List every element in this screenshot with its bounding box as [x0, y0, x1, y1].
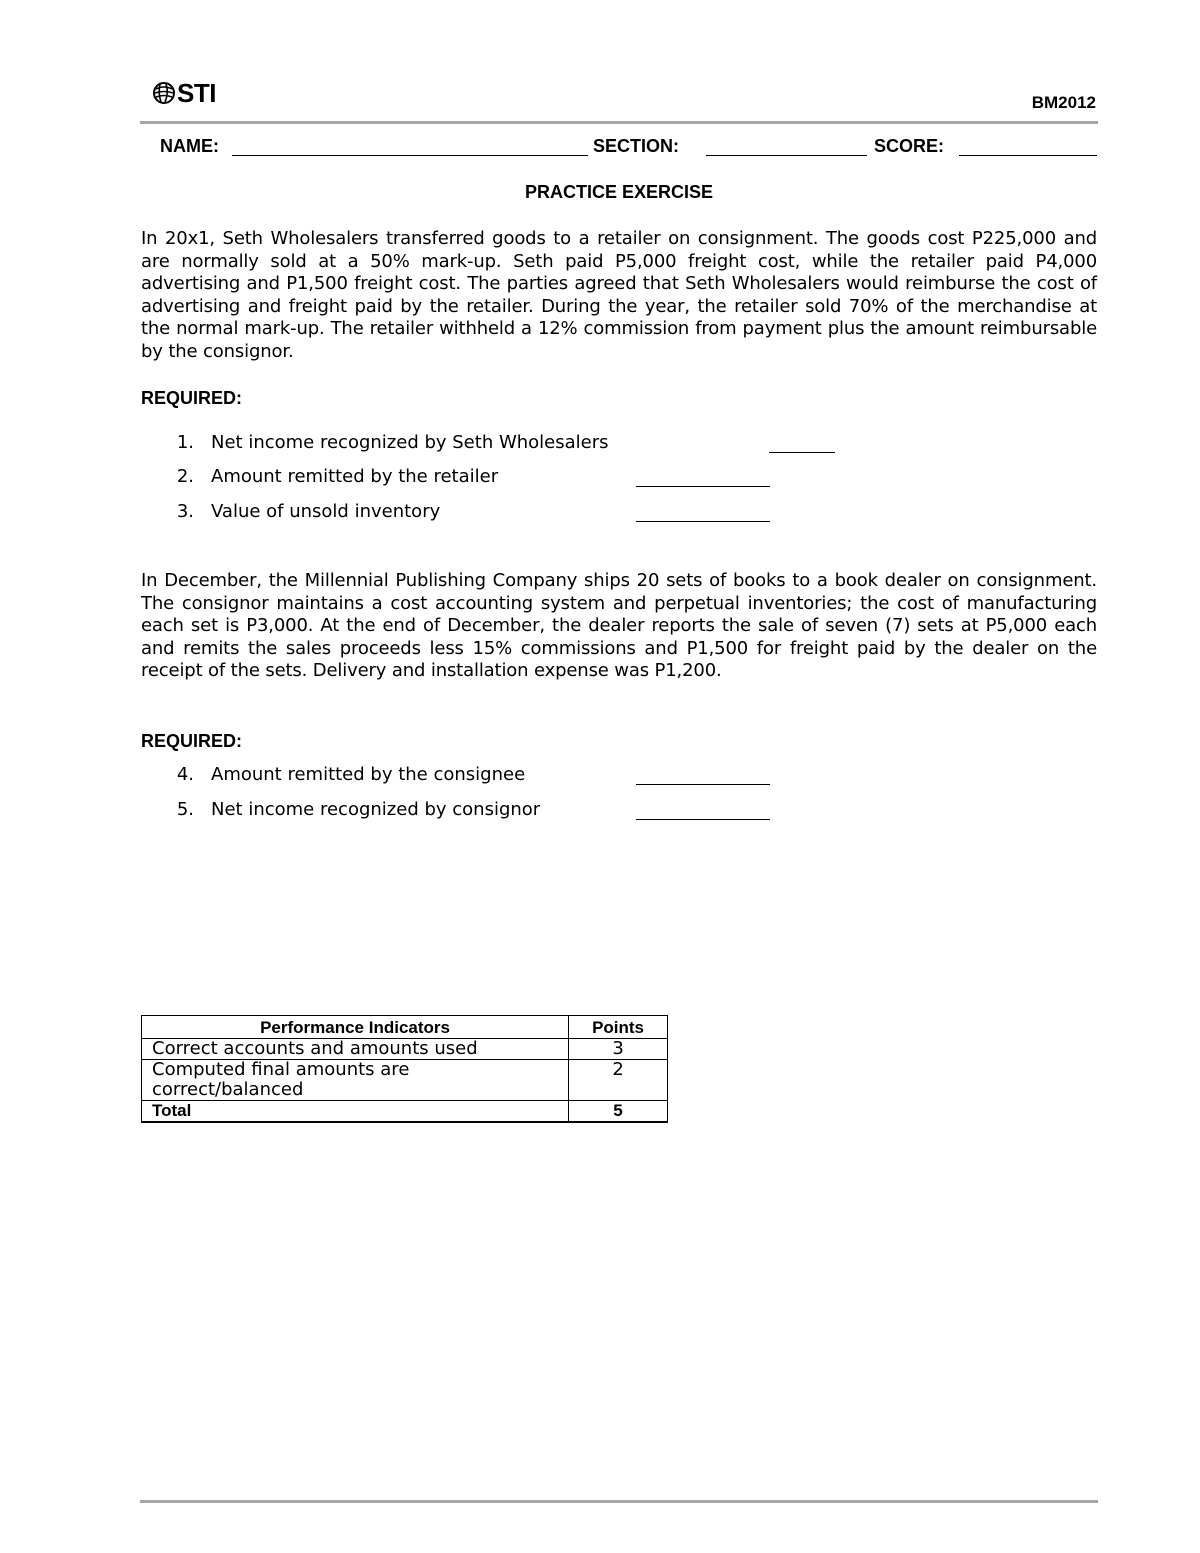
answer-blank[interactable]	[636, 784, 770, 785]
score-blank[interactable]	[959, 155, 1097, 156]
page-title: PRACTICE EXERCISE	[524, 182, 714, 202]
total-label: Total	[142, 1101, 569, 1123]
table-header-row	[142, 1016, 668, 1039]
answer-blank[interactable]	[636, 819, 770, 820]
question-number: 1.	[176, 432, 194, 453]
student-info-fields	[160, 136, 1098, 160]
question-number: 2.	[176, 466, 194, 487]
question-number: 4.	[176, 764, 194, 785]
question-text: Amount remitted by the consignee	[211, 764, 526, 785]
course-code: BM2012	[1031, 93, 1096, 112]
section-blank[interactable]	[706, 155, 867, 156]
section-label: SECTION:	[593, 136, 680, 156]
score-label: SCORE:	[874, 136, 945, 156]
problem-2-text: In December, the Millennial Publishing Company ships 20 sets of books to a book dealer on consignment. The consignor maintains a cost accounting system and perpetual inventories; the cost of manufacturing each set is P3,000. At the end of December, the dealer reports the sale of seven (7) sets at P5,000 each and remits the sales proceeds less 15% commissions and P1,500 for freight paid by the dealer on the receipt of the sets. Delivery and installation expense was P1,200.	[141, 570, 1097, 682]
required-label-2: REQUIRED:	[141, 731, 243, 751]
globe-icon	[152, 81, 176, 105]
sti-logo	[152, 76, 224, 110]
total-row	[142, 1101, 668, 1123]
question-text: Net income recognized by Seth Wholesalers	[211, 432, 609, 453]
header-divider	[140, 121, 1098, 124]
required-label-1: REQUIRED:	[141, 388, 243, 408]
question-text: Amount remitted by the retailer	[211, 466, 499, 487]
question-number: 5.	[176, 799, 194, 820]
logo-text: STI	[177, 78, 216, 108]
problem-1-text: In 20x1, Seth Wholesalers transferred goods to a retailer on consignment. The goods cost P225,000 and are normally sold at a 50% mark-up. Seth paid P5,000 freight cost, while the retailer paid P4,000 advertising and P1,500 freight cost. The parties agreed that Seth Wholesalers would reimburse the cost of advertising and freight paid by the retailer. During the year, the retailer sold 70% of the merchandise at the normal mark-up. The retailer withheld a 12% commission from payment plus the amount reimbursable by the consignor.	[141, 228, 1097, 362]
points-cell: 2	[569, 1060, 668, 1101]
points-cell: 3	[569, 1039, 668, 1060]
answer-blank[interactable]	[636, 521, 770, 522]
indicator-cell: Correct accounts and amounts used	[142, 1039, 569, 1060]
table-row	[142, 1060, 668, 1101]
footer-divider	[140, 1500, 1098, 1503]
column-header: Performance Indicators	[142, 1016, 569, 1039]
indicator-cell: Computed final amounts are correct/balanced	[142, 1060, 569, 1101]
total-points: 5	[569, 1101, 668, 1123]
performance-rubric-table	[141, 1015, 668, 1123]
table-row	[142, 1039, 668, 1060]
name-label: NAME:	[160, 136, 219, 156]
answer-blank[interactable]	[636, 486, 770, 487]
question-text: Value of unsold inventory	[211, 501, 441, 522]
answer-blank[interactable]	[769, 452, 835, 453]
question-number: 3.	[176, 501, 194, 522]
column-header: Points	[569, 1016, 668, 1039]
name-blank[interactable]	[232, 155, 588, 156]
question-text: Net income recognized by consignor	[211, 799, 541, 820]
